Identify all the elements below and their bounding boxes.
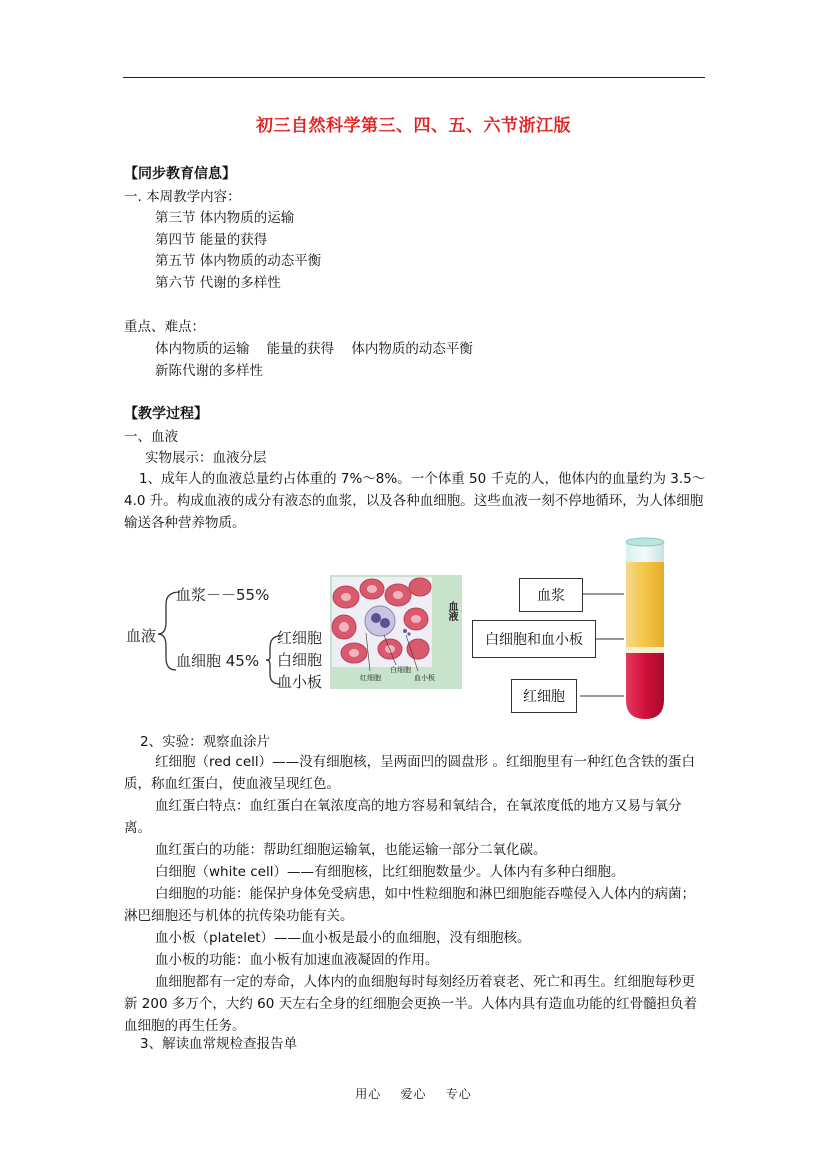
paragraph: 血红蛋白特点：血红蛋白在氧浓度高的地方容易和氧结合，在氧浓度低的地方又易与氧分离。 — [124, 798, 682, 836]
section-item: 第六节 代谢的多样性 — [155, 275, 281, 291]
tube-label-rbc: 红细胞 — [511, 679, 577, 713]
key-point: 新陈代谢的多样性 — [155, 363, 263, 379]
smear-label: 白细胞 — [390, 666, 411, 674]
page-footer: 用心 爱心 专心 — [355, 1087, 472, 1101]
key-point: 体内物质的运输 能量的获得 体内物质的动态平衡 — [155, 341, 473, 357]
paragraph: 血细胞都有一定的寿命，人体内的血细胞每时每刻经历着衰老、死亡和再生。红细胞每秒更新 200 多万个，大约 60 天左右全身的红细胞会更换一半。人体内具有造血功能的红骨髓担负着血细胞的再生任务。 — [124, 974, 698, 1034]
section-item: 第五节 体内物质的动态平衡 — [155, 253, 322, 269]
header-rule — [123, 77, 705, 78]
sync-header: 【同步教育信息】 — [124, 166, 236, 182]
blood-smear-image — [330, 575, 462, 689]
paragraph: 血小板的功能：血小板有加速血液凝固的作用。 — [155, 952, 439, 968]
process-header: 【教学过程】 — [124, 406, 208, 422]
paragraph: 1、成年人的血液总量约占体重的 7%～8%。一个体重 50 千克的人，他体内的血量约为 3.5～4.0 升。构成血液的成分有液态的血浆，以及各种血细胞。这些血液一刻不停地循环，为人体细胞输送各种营养物质。 — [124, 471, 706, 531]
tree-plasma: 血浆－－55% — [176, 586, 270, 604]
blood-heading: 一、血液 — [124, 429, 178, 445]
tree-cell-type: 血小板 — [277, 673, 323, 691]
report-heading: 3、解读血常规检查报告单 — [140, 1036, 298, 1052]
section-item: 第三节 体内物质的运输 — [155, 210, 295, 226]
exp-heading: 2、实验：观察血涂片 — [140, 734, 271, 750]
smear-label: 红细胞 — [360, 674, 381, 682]
paragraph: 白细胞（white cell）——有细胞核，比红细胞数量少。人体内有多种白细胞。 — [155, 864, 625, 880]
tube-label-wbc-platelet: 白细胞和血小板 — [472, 620, 596, 658]
paragraph: 血红蛋白的功能：帮助红细胞运输氧，也能运输一部分二氧化碳。 — [155, 842, 547, 858]
section-item: 第四节 能量的获得 — [155, 232, 268, 248]
smear-label: 血小板 — [414, 674, 435, 682]
demo-line: 实物展示：血液分层 — [145, 450, 267, 466]
paragraph: 血小板（platelet）——血小板是最小的血细胞，没有细胞核。 — [155, 930, 531, 946]
page-title: 初三自然科学第三、四、五、六节浙江版 — [256, 116, 571, 136]
paragraph: 白细胞的功能：能保护身体免受病患，如中性粒细胞和淋巴细胞能吞噬侵入人体内的病菌；淋巴细胞还与机体的抗传染功能有关。 — [124, 886, 695, 924]
tree-root: 血液 — [126, 627, 157, 645]
tree-cell-type: 红细胞 — [277, 629, 323, 647]
smear-side-label: 血液 — [446, 601, 457, 621]
test-tube-illustration — [580, 535, 680, 725]
tree-cells: 血细胞 45% — [176, 652, 260, 670]
paragraph: 红细胞（red cell）——没有细胞核，呈两面凹的圆盘形 。红细胞里有一种红色含铁的蛋白质，称血红蛋白，使血液呈现红色。 — [124, 754, 695, 792]
key-heading: 重点、难点： — [124, 319, 205, 335]
tube-label-plasma: 血浆 — [519, 578, 583, 612]
week-heading: 一. 本周教学内容： — [124, 189, 241, 205]
tree-cell-type: 白细胞 — [277, 651, 323, 669]
